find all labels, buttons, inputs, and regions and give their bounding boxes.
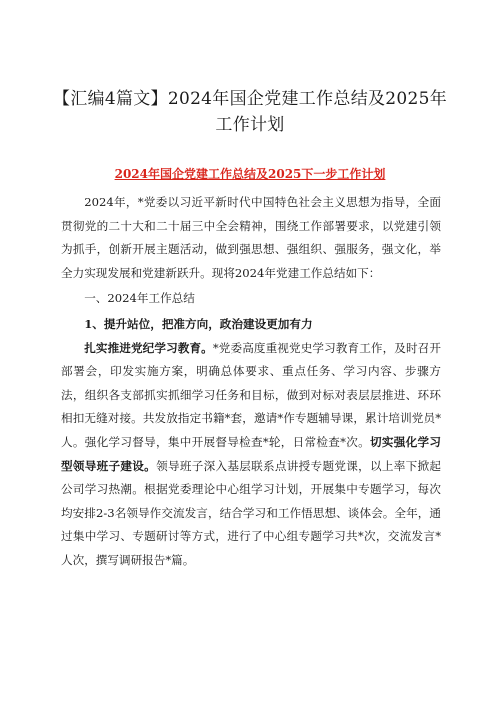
paragraph-1-body: *党委高度重视党史学习教育工作，及时召开部署会，印发实施方案，明确总体要求、重点任务、学习内容、步骤方法，组织各支部抓实抓细学习任务和目标，做到对标对表层层推进、环环相扣无缝对接。共发放指定书籍*套，邀请*作专题辅导课，累计培训党员*人。强化学习督导，集中开展督导检查*轮，日常检查*次。 <box>61 340 441 449</box>
intro-paragraph: 2024年，*党委以习近平新时代中国特色社会主义思想为指导，全面贯彻党的二十大和二十届三中全会精神，围绕工作部署要求，以党建引领为抓手，创新开展主题活动，做到强思想、强组织、强服务，强文化，举全力实现发展和党建新跃升。现将2024年党建工作总结如下： <box>61 195 441 280</box>
document-subtitle: 2024年国企党建工作总结及2025下一步工作计划 <box>114 167 386 181</box>
paragraph-1 <box>61 337 441 573</box>
paragraph-1-lead: 扎实推进党纪学习教育。 <box>84 340 213 355</box>
title-line-1: 【汇编4篇文】2024年国企党建工作总结及2025年 <box>52 89 448 109</box>
section-heading: 一、2024年工作总结 <box>84 291 195 306</box>
subsection-heading: 1、提升站位，把准方向，政治建设更加有力 <box>84 316 313 331</box>
document-body <box>61 191 441 573</box>
document-title <box>0 86 500 138</box>
title-line-2: 工作计划 <box>215 115 285 135</box>
paragraph-1-lead-2: 切实强化学习型领导班子建设。 <box>61 434 441 473</box>
paragraph-1-body-2: 领导班子深入基层联系点讲授专题党课，以上率下掀起公司学习热潮。根据党委理论中心组学习计划，开展集中专题学习，每次均安排2-3名领导作交流发言，结合学习和工作悟思想、谈体会。全年，通过集中学习、专题研讨等方式，进行了中心组专题学习共*次，交流发言*人次，撰写调研报告*篇。 <box>61 458 441 567</box>
